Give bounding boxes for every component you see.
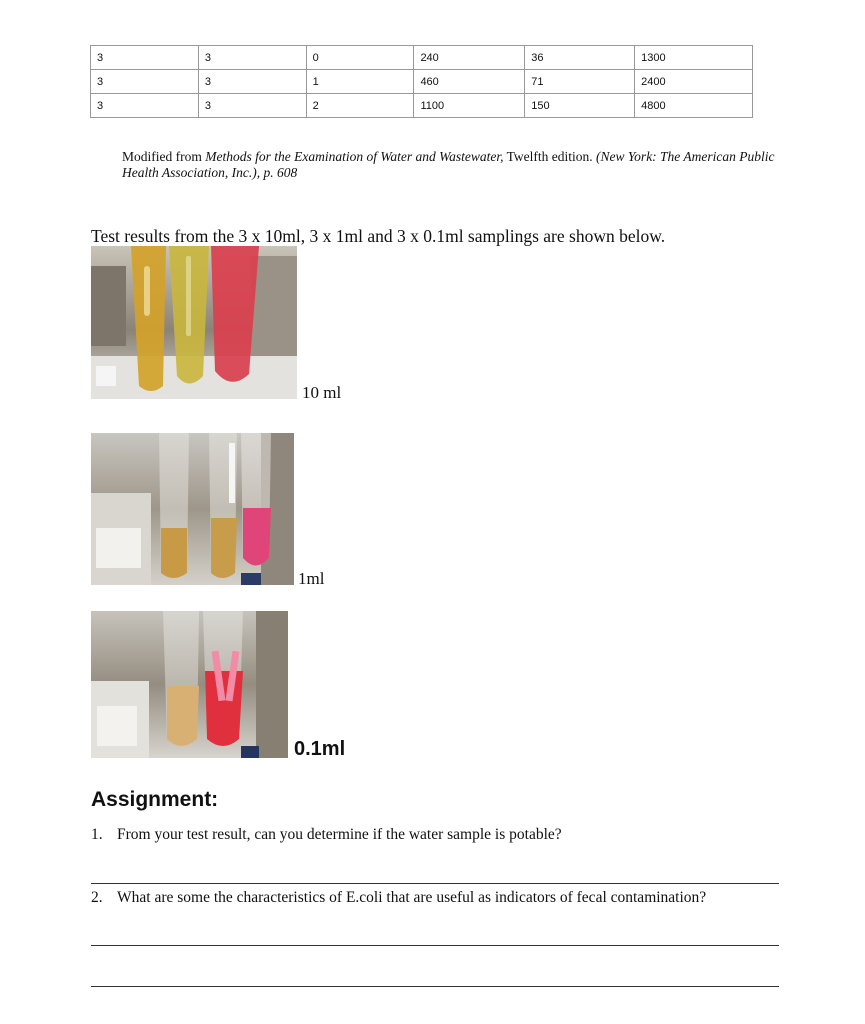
citation-book-title: Methods for the Examination of Water and Wastewater, (205, 149, 504, 164)
caption-1ml: 1ml (298, 569, 325, 588)
caption-01ml: 0.1ml (294, 738, 346, 760)
table-cell: 1 (306, 70, 414, 94)
question-text: What are some the characteristics of E.coli that are useful as indicators of fecal contamination? (117, 889, 707, 906)
table-cell: 71 (525, 70, 635, 94)
photo-10ml-tubes (91, 246, 297, 399)
table-cell: 2400 (635, 70, 753, 94)
table-cell: 4800 (635, 94, 753, 118)
question-1 (91, 826, 562, 844)
table-row (91, 70, 753, 94)
question-text: From your test result, can you determine if the water sample is potable? (117, 826, 562, 843)
answer-line-2[interactable] (91, 945, 779, 946)
answer-line-3[interactable] (91, 986, 779, 987)
citation (122, 149, 782, 181)
assignment-heading: Assignment: (91, 788, 219, 811)
table-row (91, 94, 753, 118)
table-cell: 3 (198, 46, 306, 70)
table-cell: 36 (525, 46, 635, 70)
table-cell: 1100 (414, 94, 525, 118)
caption-10ml: 10 ml (302, 383, 342, 402)
photo-01ml-tubes (91, 611, 288, 758)
table-cell: 3 (91, 46, 199, 70)
question-number: 2. (91, 889, 103, 906)
table-cell: 3 (91, 70, 199, 94)
answer-line-1[interactable] (91, 883, 779, 884)
question-number: 1. (91, 826, 103, 843)
table-cell: 3 (91, 94, 199, 118)
table-cell: 2 (306, 94, 414, 118)
table-cell: 240 (414, 46, 525, 70)
table-cell: 150 (525, 94, 635, 118)
intro-text: Test results from the 3 x 10ml, 3 x 1ml and 3 x 0.1ml samplings are shown below. (91, 226, 666, 246)
question-2 (91, 889, 706, 907)
mpn-table (90, 45, 753, 118)
table-cell: 3 (198, 94, 306, 118)
table-cell: 1300 (635, 46, 753, 70)
citation-prefix: Modified from (122, 149, 206, 164)
table-row (91, 46, 753, 70)
table-cell: 0 (306, 46, 414, 70)
citation-edition: Twelfth edition. (503, 149, 597, 164)
citation-publisher: (New York: The American Public Health Association, Inc.), p. 608 (122, 149, 775, 180)
table-cell: 3 (198, 70, 306, 94)
table-cell: 460 (414, 70, 525, 94)
photo-1ml-tubes (91, 433, 294, 585)
